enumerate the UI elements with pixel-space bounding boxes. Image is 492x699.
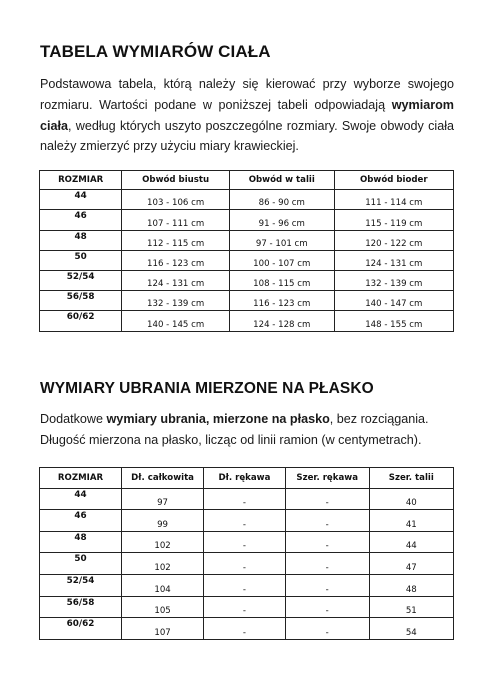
size-cell: 46 — [40, 210, 122, 230]
table-row — [40, 311, 454, 331]
value-cell: 51 — [369, 596, 453, 618]
value-cell: 48 — [369, 574, 453, 596]
value-cell: - — [285, 574, 369, 596]
table-row — [40, 230, 454, 250]
size-cell: 60/62 — [40, 311, 122, 331]
value-cell: - — [285, 553, 369, 575]
value-cell: 100 - 107 cm — [229, 250, 334, 270]
value-cell: 116 - 123 cm — [122, 250, 230, 270]
value-cell: 104 — [122, 574, 204, 596]
column-header: Obwód bioder — [334, 171, 453, 190]
column-header: ROZMIAR — [40, 171, 122, 190]
table-row — [40, 618, 454, 640]
size-cell: 52/54 — [40, 574, 122, 596]
table-row — [40, 190, 454, 210]
value-cell: 91 - 96 cm — [229, 210, 334, 230]
section-title-body-measurements: TABELA WYMIARÓW CIAŁA — [40, 42, 271, 61]
description-text: Podstawowa tabela, którą należy się kierować przy wyborze swojego rozmiaru. Wartości podane w poniższej tabeli odpowiadają — [40, 77, 454, 112]
value-cell: 97 — [122, 488, 204, 510]
table-header-row — [40, 468, 454, 489]
table-row — [40, 210, 454, 230]
value-cell: 116 - 123 cm — [229, 291, 334, 311]
value-cell: - — [285, 531, 369, 553]
value-cell: 107 — [122, 618, 204, 640]
value-cell: - — [204, 531, 286, 553]
table-row — [40, 488, 454, 510]
value-cell: 105 — [122, 596, 204, 618]
size-cell: 44 — [40, 190, 122, 210]
table-body — [40, 488, 454, 639]
table-row — [40, 270, 454, 290]
size-cell: 48 — [40, 531, 122, 553]
value-cell: 47 — [369, 553, 453, 575]
value-cell: 40 — [369, 488, 453, 510]
value-cell: 103 - 106 cm — [122, 190, 230, 210]
value-cell: 148 - 155 cm — [334, 311, 453, 331]
column-header: Szer. talii — [369, 468, 453, 489]
size-cell: 50 — [40, 250, 122, 270]
description-text: , według których uszyto poszczególne rozmiary. Swoje obwody ciała należy zmierzyć przy użyciu miary krawieckiej. — [40, 118, 454, 154]
size-cell: 56/58 — [40, 596, 122, 618]
value-cell: - — [204, 488, 286, 510]
value-cell: 140 - 147 cm — [334, 291, 453, 311]
table-header-row — [40, 171, 454, 190]
value-cell: 124 - 128 cm — [229, 311, 334, 331]
table-row — [40, 574, 454, 596]
size-cell: 52/54 — [40, 270, 122, 290]
table-body — [40, 190, 454, 331]
table-row — [40, 553, 454, 575]
value-cell: 86 - 90 cm — [229, 190, 334, 210]
value-cell: 44 — [369, 531, 453, 553]
size-cell: 56/58 — [40, 291, 122, 311]
value-cell: 115 - 119 cm — [334, 210, 453, 230]
value-cell: 54 — [369, 618, 453, 640]
size-cell: 44 — [40, 488, 122, 510]
column-header: Dł. rękawa — [204, 468, 286, 489]
value-cell: 132 - 139 cm — [122, 291, 230, 311]
value-cell: - — [285, 510, 369, 532]
body-measurements-description — [40, 74, 454, 157]
value-cell: - — [285, 488, 369, 510]
section-title-flat-measurements: WYMIARY UBRANIA MIERZONE NA PŁASKO — [40, 380, 374, 397]
value-cell: 102 — [122, 531, 204, 553]
body-measurements-table — [39, 170, 454, 332]
value-cell: 124 - 131 cm — [334, 250, 453, 270]
value-cell: 102 — [122, 553, 204, 575]
description-bold-text: wymiary ubrania, mierzone na płasko — [106, 412, 330, 426]
value-cell: - — [204, 553, 286, 575]
value-cell: 120 - 122 cm — [334, 230, 453, 250]
table-row — [40, 250, 454, 270]
table-row — [40, 291, 454, 311]
value-cell: - — [285, 596, 369, 618]
size-cell: 48 — [40, 230, 122, 250]
value-cell: 140 - 145 cm — [122, 311, 230, 331]
value-cell: 99 — [122, 510, 204, 532]
size-cell: 50 — [40, 553, 122, 575]
flat-measurements-table — [39, 467, 454, 640]
column-header: Obwód biustu — [122, 171, 230, 190]
flat-measurements-description — [40, 409, 454, 451]
value-cell: 124 - 131 cm — [122, 270, 230, 290]
column-header: Szer. rękawa — [285, 468, 369, 489]
column-header: Obwód w talii — [229, 171, 334, 190]
column-header: ROZMIAR — [40, 468, 122, 489]
size-cell: 46 — [40, 510, 122, 532]
description-text: Dodatkowe — [40, 412, 107, 426]
size-cell: 60/62 — [40, 618, 122, 640]
value-cell: - — [204, 596, 286, 618]
value-cell: 112 - 115 cm — [122, 230, 230, 250]
description-text: , bez rozciągania. Długość mierzona na płasko, licząc od linii ramion (w centymetrach). — [40, 412, 429, 447]
table-row — [40, 510, 454, 532]
value-cell: 108 - 115 cm — [229, 270, 334, 290]
value-cell: 132 - 139 cm — [334, 270, 453, 290]
value-cell: - — [285, 618, 369, 640]
value-cell: 111 - 114 cm — [334, 190, 453, 210]
table-row — [40, 531, 454, 553]
value-cell: 97 - 101 cm — [229, 230, 334, 250]
description-bold-text: wymiarom ciała — [40, 97, 454, 133]
value-cell: - — [204, 574, 286, 596]
value-cell: 107 - 111 cm — [122, 210, 230, 230]
table-row — [40, 596, 454, 618]
value-cell: - — [204, 618, 286, 640]
column-header: Dł. całkowita — [122, 468, 204, 489]
value-cell: 41 — [369, 510, 453, 532]
value-cell: - — [204, 510, 286, 532]
